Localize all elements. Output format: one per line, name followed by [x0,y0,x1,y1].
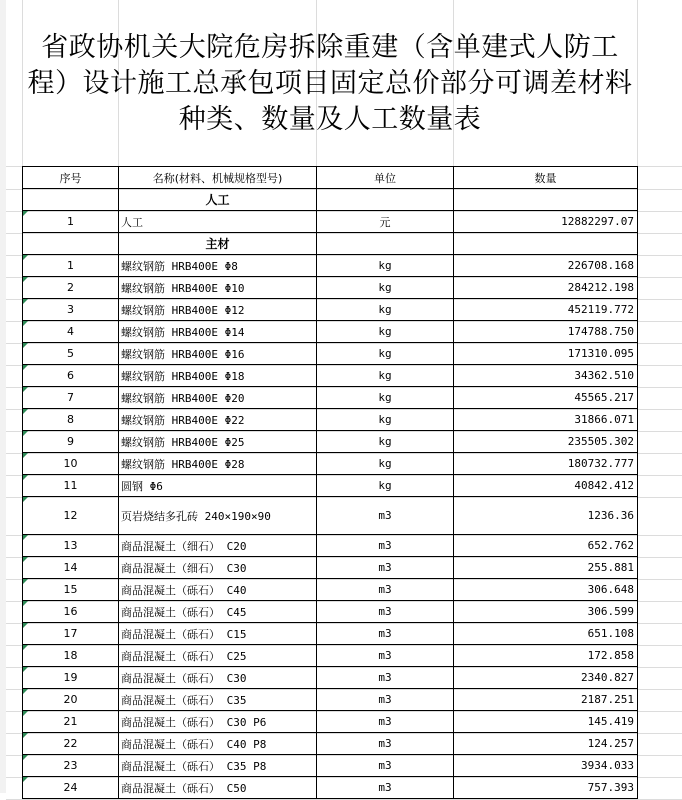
item-name-cell[interactable]: 商品混凝土（砾石） C40 P8 [119,733,317,755]
item-qty-cell[interactable]: 651.108 [454,623,638,645]
table-row [23,645,638,667]
item-qty-cell[interactable]: 172.858 [454,645,638,667]
item-qty-cell[interactable]: 255.881 [454,557,638,579]
item-name-cell[interactable]: 螺纹钢筋 HRB400E Φ10 [119,277,317,299]
item-qty-cell[interactable]: 45565.217 [454,387,638,409]
item-name-cell[interactable]: 圆钢 Φ6 [119,475,317,497]
number-as-text-marker-icon [23,777,28,782]
item-unit-cell[interactable]: m3 [317,535,454,557]
item-qty-cell[interactable]: 145.419 [454,711,638,733]
item-qty-cell[interactable]: 235505.302 [454,431,638,453]
item-unit-cell[interactable]: kg [317,431,454,453]
number-as-text-marker-icon [23,645,28,650]
materials-table [22,166,638,799]
item-no-cell[interactable]: 10 [23,453,119,475]
number-as-text-marker-icon [23,277,28,282]
item-no-cell[interactable]: 15 [23,579,119,601]
section-empty-cell[interactable] [317,189,454,211]
item-qty-cell[interactable]: 40842.412 [454,475,638,497]
section-empty-cell[interactable] [317,233,454,255]
table-row [23,711,638,733]
table-row [23,623,638,645]
item-name-cell[interactable]: 螺纹钢筋 HRB400E Φ12 [119,299,317,321]
number-as-text-marker-icon [23,299,28,304]
item-name-cell[interactable]: 商品混凝土（砾石） C45 [119,601,317,623]
section-empty-cell[interactable] [23,233,119,255]
item-name-cell[interactable]: 商品混凝土（砾石） C30 P6 [119,711,317,733]
number-as-text-marker-icon [23,711,28,716]
table-row [23,277,638,299]
item-unit-cell[interactable]: kg [317,255,454,277]
section-empty-cell[interactable] [23,189,119,211]
item-qty-cell[interactable]: 171310.095 [454,343,638,365]
number-as-text-marker-icon [23,365,28,370]
number-as-text-marker-icon [23,475,28,480]
section-label-labor[interactable]: 人工 [119,189,317,211]
table-row [23,667,638,689]
item-no-cell[interactable]: 24 [23,777,119,799]
item-unit-cell[interactable]: m3 [317,497,454,535]
table-row [23,453,638,475]
table-row [23,579,638,601]
number-as-text-marker-icon [23,255,28,260]
item-unit-cell[interactable]: kg [317,321,454,343]
item-no-cell[interactable]: 8 [23,409,119,431]
item-qty-cell[interactable]: 452119.772 [454,299,638,321]
table-row [23,255,638,277]
table-row [23,601,638,623]
item-name-cell[interactable]: 商品混凝土（细石） C20 [119,535,317,557]
item-name-cell[interactable]: 商品混凝土（砾石） C50 [119,777,317,799]
labor-row [23,211,638,233]
item-unit-cell[interactable]: kg [317,409,454,431]
table-row [23,689,638,711]
item-unit-cell[interactable]: m3 [317,689,454,711]
table-row [23,755,638,777]
item-unit-cell[interactable]: kg [317,387,454,409]
item-name-cell[interactable]: 螺纹钢筋 HRB400E Φ25 [119,431,317,453]
item-unit-cell[interactable]: kg [317,365,454,387]
item-qty-cell[interactable]: 174788.750 [454,321,638,343]
table-row [23,343,638,365]
item-unit-cell[interactable]: m3 [317,755,454,777]
item-qty-cell[interactable]: 1236.36 [454,497,638,535]
item-unit-cell[interactable]: m3 [317,645,454,667]
item-qty-cell[interactable]: 2340.827 [454,667,638,689]
section-label-main-materials[interactable]: 主材 [119,233,317,255]
item-qty-cell[interactable]: 306.599 [454,601,638,623]
item-no-cell[interactable]: 6 [23,365,119,387]
item-unit-cell[interactable]: m3 [317,601,454,623]
item-unit-cell[interactable]: kg [317,453,454,475]
item-unit-cell[interactable]: m3 [317,667,454,689]
item-no-cell[interactable]: 21 [23,711,119,733]
section-row-main-materials [23,233,638,255]
item-no-cell[interactable]: 5 [23,343,119,365]
labor-qty-cell[interactable]: 12882297.07 [454,211,638,233]
section-row-labor [23,189,638,211]
number-as-text-marker-icon [23,623,28,628]
number-as-text-marker-icon [23,667,28,672]
item-no-cell[interactable]: 7 [23,387,119,409]
number-as-text-marker-icon [23,579,28,584]
table-row [23,535,638,557]
item-qty-cell[interactable]: 226708.168 [454,255,638,277]
header-no[interactable]: 序号 [23,167,119,189]
item-no-cell[interactable]: 2 [23,277,119,299]
number-as-text-marker-icon [23,321,28,326]
item-no-cell[interactable]: 13 [23,535,119,557]
item-name-cell[interactable]: 螺纹钢筋 HRB400E Φ14 [119,321,317,343]
item-no-cell[interactable]: 14 [23,557,119,579]
number-as-text-marker-icon [23,601,28,606]
number-as-text-marker-icon [23,733,28,738]
item-name-cell[interactable]: 商品混凝土（砾石） C35 [119,689,317,711]
item-unit-cell[interactable]: m3 [317,623,454,645]
number-as-text-marker-icon [23,387,28,392]
section-empty-cell[interactable] [454,233,638,255]
item-unit-cell[interactable]: kg [317,277,454,299]
item-unit-cell[interactable]: kg [317,343,454,365]
number-as-text-marker-icon [23,431,28,436]
item-no-cell[interactable]: 23 [23,755,119,777]
item-qty-cell[interactable]: 306.648 [454,579,638,601]
item-name-cell[interactable]: 螺纹钢筋 HRB400E Φ8 [119,255,317,277]
item-no-cell[interactable]: 4 [23,321,119,343]
item-name-cell[interactable]: 商品混凝土（砾石） C25 [119,645,317,667]
section-empty-cell[interactable] [454,189,638,211]
number-as-text-marker-icon [23,409,28,414]
number-as-text-marker-icon [23,497,28,502]
item-qty-cell[interactable]: 652.762 [454,535,638,557]
item-no-cell[interactable]: 16 [23,601,119,623]
table-row [23,431,638,453]
labor-name-cell[interactable]: 人工 [119,211,317,233]
item-name-cell[interactable]: 螺纹钢筋 HRB400E Φ28 [119,453,317,475]
item-no-cell[interactable]: 17 [23,623,119,645]
item-no-cell[interactable]: 11 [23,475,119,497]
item-qty-cell[interactable]: 34362.510 [454,365,638,387]
table-row [23,733,638,755]
header-name[interactable]: 名称(材料、机械规格型号) [119,167,317,189]
item-unit-cell[interactable]: kg [317,299,454,321]
item-name-cell[interactable]: 商品混凝土（砾石） C30 [119,667,317,689]
item-no-cell[interactable]: 19 [23,667,119,689]
labor-unit-cell[interactable]: 元 [317,211,454,233]
item-no-cell[interactable]: 3 [23,299,119,321]
header-unit[interactable]: 单位 [317,167,454,189]
table-row [23,497,638,535]
item-name-cell[interactable]: 商品混凝土（砾石） C15 [119,623,317,645]
item-unit-cell[interactable]: m3 [317,711,454,733]
item-no-cell[interactable]: 9 [23,431,119,453]
item-name-cell[interactable]: 螺纹钢筋 HRB400E Φ16 [119,343,317,365]
number-as-text-marker-icon [23,453,28,458]
number-as-text-marker-icon [23,689,28,694]
item-name-cell[interactable]: 商品混凝土（砾石） C40 [119,579,317,601]
table-header-row [23,167,638,189]
item-name-cell[interactable]: 商品混凝土（细石） C30 [119,557,317,579]
number-as-text-marker-icon [23,755,28,760]
item-qty-cell[interactable]: 31866.071 [454,409,638,431]
item-unit-cell[interactable]: m3 [317,733,454,755]
item-name-cell[interactable]: 螺纹钢筋 HRB400E Φ22 [119,409,317,431]
item-qty-cell[interactable]: 3934.033 [454,755,638,777]
item-name-cell[interactable]: 商品混凝土（砾石） C35 P8 [119,755,317,777]
item-qty-cell[interactable]: 284212.198 [454,277,638,299]
item-qty-cell[interactable]: 757.393 [454,777,638,799]
table-row [23,365,638,387]
table-row [23,475,638,497]
number-as-text-marker-icon [23,211,28,216]
header-qty[interactable]: 数量 [454,167,638,189]
number-as-text-marker-icon [23,535,28,540]
item-name-cell[interactable]: 螺纹钢筋 HRB400E Φ20 [119,387,317,409]
item-no-cell[interactable]: 20 [23,689,119,711]
number-as-text-marker-icon [23,343,28,348]
labor-no-cell[interactable]: 1 [23,211,119,233]
item-qty-cell[interactable]: 180732.777 [454,453,638,475]
item-qty-cell[interactable]: 124.257 [454,733,638,755]
table-row [23,299,638,321]
table-row [23,557,638,579]
item-name-cell[interactable]: 螺纹钢筋 HRB400E Φ18 [119,365,317,387]
table-row [23,321,638,343]
sheet-title[interactable]: 省政协机关大院危房拆除重建（含单建式人防工程）设计施工总承包项目固定总价部分可调差材料种类、数量及人工数量表 [27,32,633,135]
item-name-cell[interactable]: 页岩烧结多孔砖 240×190×90 [119,497,317,535]
number-as-text-marker-icon [23,557,28,562]
item-no-cell[interactable]: 12 [23,497,119,535]
item-unit-cell[interactable]: m3 [317,777,454,799]
item-unit-cell[interactable]: m3 [317,557,454,579]
table-row [23,387,638,409]
item-no-cell[interactable]: 18 [23,645,119,667]
item-no-cell[interactable]: 22 [23,733,119,755]
item-unit-cell[interactable]: m3 [317,579,454,601]
item-no-cell[interactable]: 1 [23,255,119,277]
table-row [23,777,638,799]
item-unit-cell[interactable]: kg [317,475,454,497]
item-qty-cell[interactable]: 2187.251 [454,689,638,711]
table-row [23,409,638,431]
